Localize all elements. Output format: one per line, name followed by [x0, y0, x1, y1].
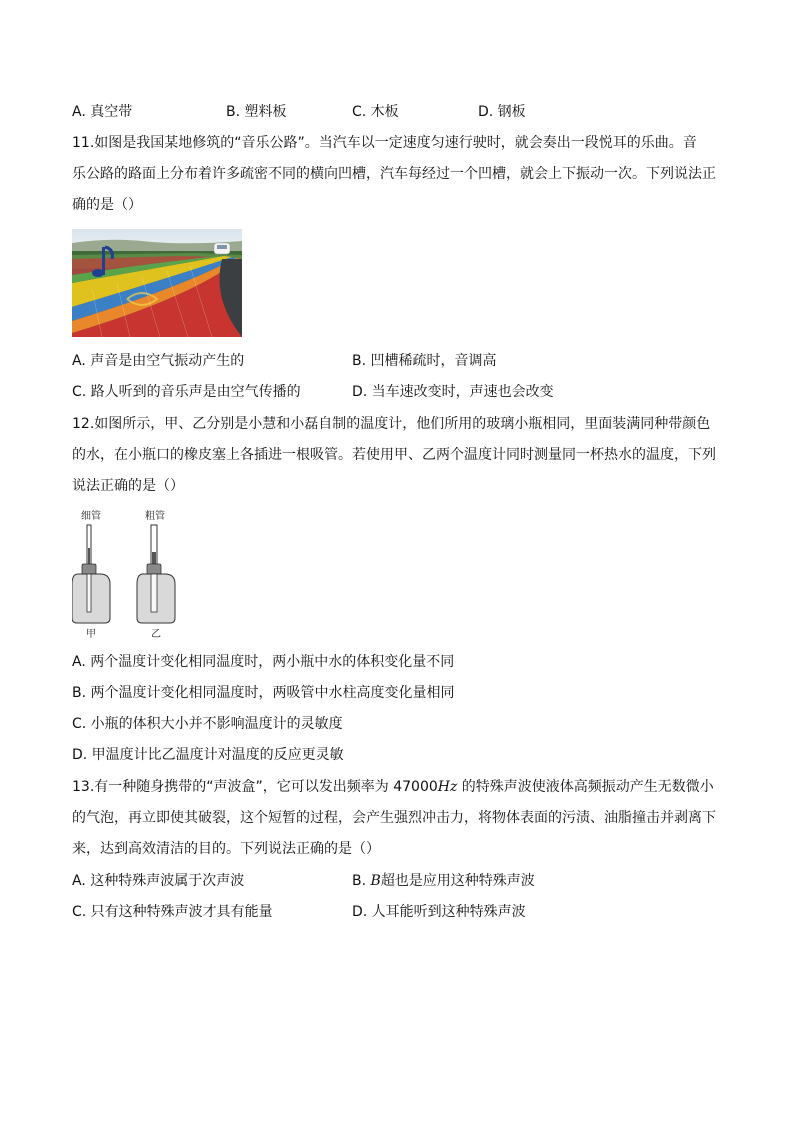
bottle-yi	[137, 525, 175, 623]
q10-option-d: D. 钢板	[478, 104, 526, 120]
q12-stem-line-3: 说法正确的是（）	[72, 478, 184, 494]
q13-option-b-suffix: 超也是应用这种特殊声波	[380, 873, 535, 889]
q12-option-b: B. 两个温度计变化相同温度时，两吸管中水柱高度变化量相同	[72, 685, 455, 701]
q13-option-c: C. 只有这种特殊声波才具有能量	[72, 904, 273, 920]
q13-option-a: A. 这种特殊声波属于次声波	[72, 873, 245, 889]
q10-option-a: A. 真空带	[72, 104, 133, 120]
bottle-jia	[72, 525, 110, 623]
q13-stem-text-post: 的特殊声波使液体高频振动产生无数微小	[457, 779, 714, 795]
thermometer-diagram	[72, 508, 182, 640]
q10-option-b: B. 塑料板	[226, 104, 287, 120]
q11-option-d: D. 当车速改变时，声速也会改变	[352, 384, 554, 400]
frequency-unit: Hz	[437, 779, 458, 795]
q13-option-b-italic: B	[370, 873, 381, 889]
q12-stem-line-2: 的水，在小瓶口的橡皮塞上各插进一根吸管。若使用甲、乙两个温度计同时测量同一杯热水的温度，下列	[72, 447, 716, 463]
q13-option-b	[352, 871, 535, 891]
label-jia: 甲	[86, 629, 96, 640]
q11-option-b: B. 凹槽稀疏时，音调高	[352, 353, 497, 369]
q12-option-d: D. 甲温度计比乙温度计对温度的反应更灵敏	[72, 747, 344, 763]
q13-option-d: D. 人耳能听到这种特殊声波	[352, 904, 526, 920]
q12-option-a: A. 两个温度计变化相同温度时，两小瓶中水的体积变化量不同	[72, 654, 455, 670]
q11-option-c: C. 路人听到的音乐声是由空气传播的	[72, 384, 301, 400]
q12-stem-line-1: 12.如图所示，甲、乙分别是小慧和小磊自制的温度计，他们所用的玻璃小瓶相同，里面装满同种带颜色	[72, 416, 711, 432]
music-road-photo	[72, 229, 242, 337]
q10-option-c: C. 木板	[352, 104, 399, 120]
label-thick-tube: 粗管	[145, 511, 165, 522]
q11-stem-line-3: 确的是（）	[72, 197, 142, 213]
q13-stem-line-3: 来，达到高效清洁的目的。下列说法正确的是（）	[72, 841, 380, 857]
label-yi: 乙	[151, 629, 161, 640]
q11-option-a: A. 声音是由空气振动产生的	[72, 353, 245, 369]
q13-stem-line-2: 的气泡，再立即使其破裂，这个短暂的过程，会产生强烈冲击力，将物体表面的污渍、油脂撞击并剥离下	[72, 810, 716, 826]
q13-stem-text-pre: 13.有一种随身携带的“声波盒”，它可以发出频率为 47000	[72, 779, 438, 795]
q13-stem-line-1	[72, 777, 714, 797]
q12-option-c: C. 小瓶的体积大小并不影响温度计的灵敏度	[72, 716, 343, 732]
q11-stem-line-2: 乐公路的路面上分布着许多疏密不同的横向凹槽，汽车每经过一个凹槽，就会上下振动一次。下列说法正	[72, 166, 716, 182]
q13-option-b-prefix: B.	[352, 873, 371, 889]
q11-stem-line-1: 11.如图是我国某地修筑的“音乐公路”。当汽车以一定速度匀速行驶时，就会奏出一段悦耳的乐曲。音	[72, 135, 697, 151]
label-thin-tube: 细管	[81, 511, 101, 522]
